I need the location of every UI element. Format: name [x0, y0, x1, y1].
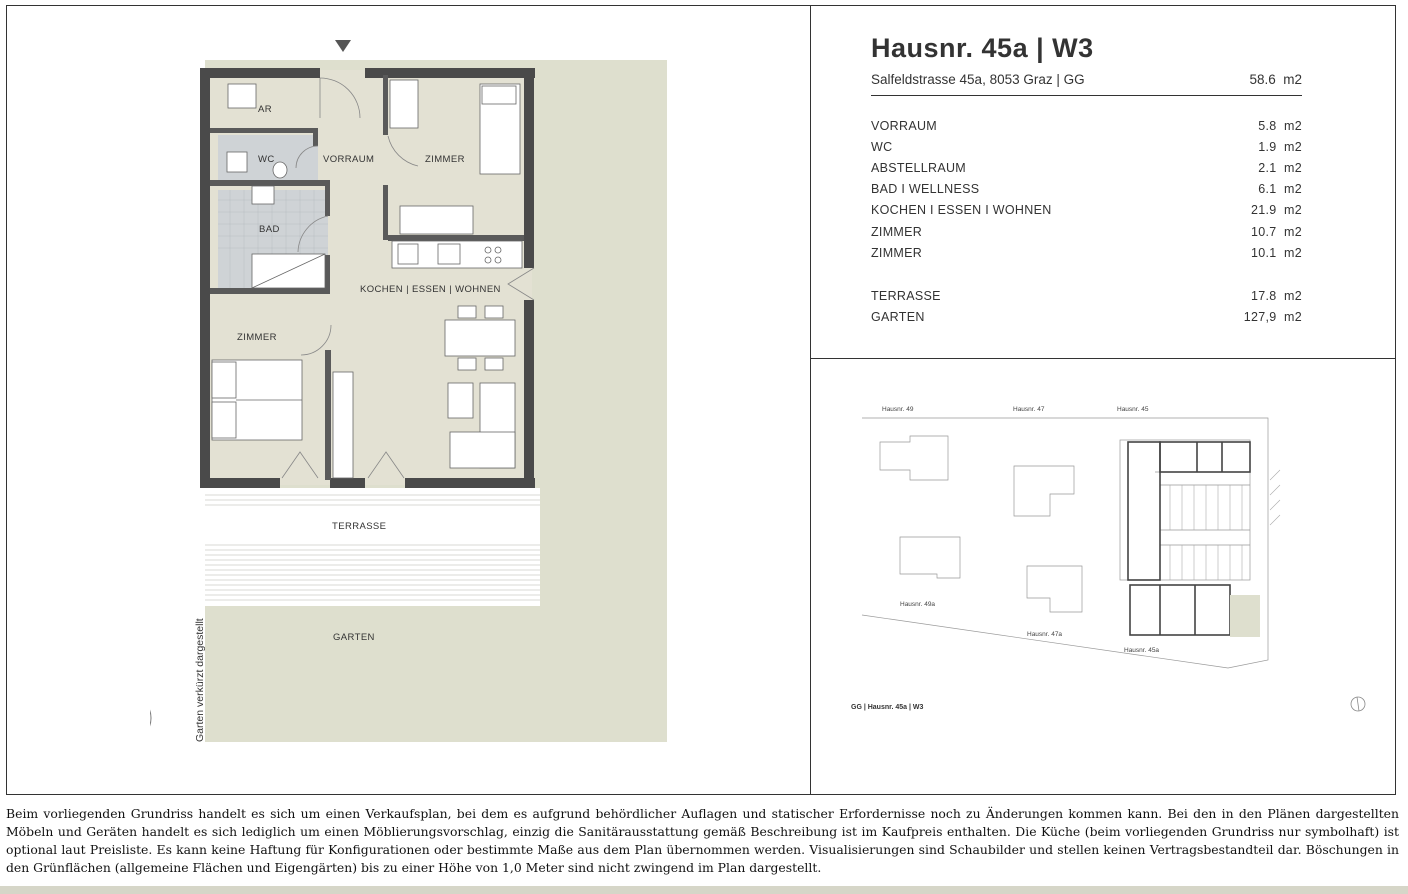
horizontal-divider [810, 358, 1396, 359]
label-kochen: KOCHEN | ESSEN | WOHNEN [360, 284, 501, 295]
unit-highlight [1230, 595, 1260, 637]
site-caption: GG | Hausnr. 45a | W3 [851, 704, 924, 711]
vertical-divider [810, 5, 811, 795]
outdoor-row [871, 289, 1302, 309]
room-name: ZIMMER [871, 246, 923, 260]
terrace-area [205, 488, 540, 606]
label-h45a: Hausnr. 45a [1124, 647, 1160, 654]
room-row [871, 225, 1302, 245]
label-h47a: Hausnr. 47a [1027, 631, 1063, 638]
outdoor-area: 127,9 m2 [1243, 310, 1302, 324]
label-bad: BAD [259, 224, 280, 235]
label-h45: Hausnr. 45 [1117, 406, 1149, 413]
header-rule [871, 95, 1302, 96]
label-h49a: Hausnr. 49a [900, 601, 936, 608]
room-name: VORRAUM [871, 119, 937, 133]
room-area: 10.7 m2 [1250, 225, 1302, 239]
room-area: 10.1 m2 [1250, 246, 1302, 260]
room-name: BAD I WELLNESS [871, 182, 980, 196]
label-vorraum: VORRAUM [323, 154, 375, 165]
room-area: 5.8 m2 [1258, 119, 1302, 133]
label-garten: GARTEN [333, 632, 375, 643]
label-zimmer-left: ZIMMER [237, 332, 277, 343]
unit-title: Hausnr. 45a | W3 [871, 33, 1094, 63]
room-area: 6.1 m2 [1258, 182, 1302, 196]
room-area: 2.1 m2 [1258, 161, 1302, 175]
room-row [871, 182, 1302, 202]
label-terrasse: TERRASSE [332, 521, 387, 532]
label-wc: WC [258, 154, 275, 165]
room-row [871, 161, 1302, 181]
outdoor-name: TERRASSE [871, 289, 941, 303]
room-name: ABSTELLRAUM [871, 161, 966, 175]
room-name: WC [871, 140, 893, 154]
unit-address: Salfeldstrasse 45a, 8053 Graz | GG [871, 72, 1085, 87]
site-north-arrow-icon [1351, 697, 1365, 711]
room-name: ZIMMER [871, 225, 923, 239]
site-plan [830, 390, 1380, 720]
site-labels [882, 406, 1159, 654]
bottom-bar [0, 886, 1408, 894]
label-h47: Hausnr. 47 [1013, 406, 1045, 413]
label-zimmer-top: ZIMMER [425, 154, 465, 165]
parking-lines [1170, 470, 1280, 580]
outdoor-row [871, 310, 1302, 330]
room-area: 1.9 m2 [1258, 140, 1302, 154]
outdoor-name: GARTEN [871, 310, 925, 324]
label-garden-note: Garten verkürzt dargestellt [194, 618, 206, 742]
label-h49: Hausnr. 49 [882, 406, 914, 413]
entrance-arrow [335, 40, 351, 52]
room-row [871, 140, 1302, 160]
label-ar: AR [258, 104, 272, 115]
outdoor-area: 17.8 m2 [1250, 289, 1302, 303]
room-name: KOCHEN I ESSEN I WOHNEN [871, 203, 1052, 217]
floor-plan [150, 30, 710, 750]
site-outlines [862, 418, 1268, 668]
room-row [871, 203, 1302, 223]
room-row [871, 119, 1302, 139]
disclaimer-text: Beim vorliegenden Grundriss handelt es sich um einen Verkaufsplan, bei dem es aufgrund behördlicher Auflagen und statischer Erfordernisse noch zu Änderungen kommen kann. Bei den in den Plänen dargestellten Möbeln und Geräten handelt es sich lediglich um einen Möblierungsvorschlag, einzig die Sanitärausstattung gemäß Beschreibung ist im Kaufpreis enthalten. Die Küche (beim vorliegenden Grundriss nur symbolhaft) ist optional laut Preisliste. Es kann keine Haftung für Konfigurationen oder bestimmte Maße aus dem Plan übernommen werden. Visualisierungen sind Schaubilder und stellen keinen Vertragsbestandteil dar. Böschungen in den Grünflächen (allgemeine Flächen und Eigengärten) bis zu einer Höhe von 1,0 Meter sind nicht zwingend im Plan dargestellt. [6, 806, 1399, 875]
room-row [871, 246, 1302, 266]
room-area: 21.9 m2 [1250, 203, 1302, 217]
north-arrow-icon [150, 695, 151, 741]
unit-total-area: 58.6 m2 [1249, 72, 1302, 87]
